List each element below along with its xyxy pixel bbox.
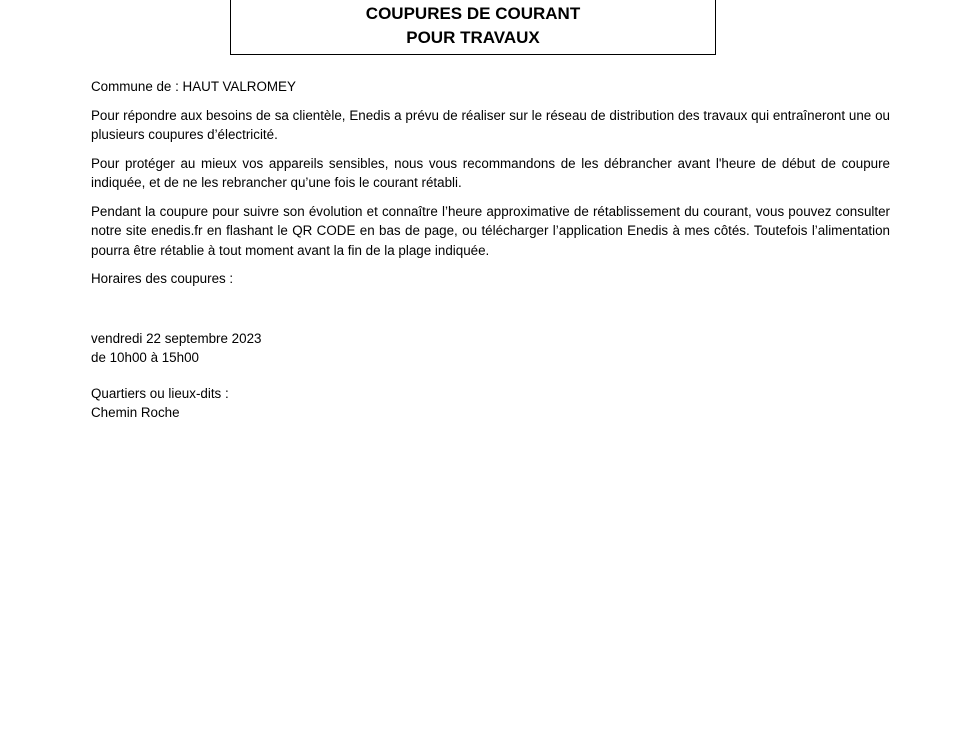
page-title: COUPURES DE COURANT — [365, 4, 581, 23]
outage-time-range: de 10h00 à 15h00 — [91, 350, 199, 365]
page-subtitle: POUR TRAVAUX — [406, 28, 540, 47]
locations-heading: Quartiers ou lieux-dits : — [91, 385, 229, 401]
advice-paragraph: Pour protéger au mieux vos appareils sensibles, nous vous recommandons de les débrancher avant l'heure de début de coupure indiquée, et de ne les rebrancher qu’une fois le courant rétabli. — [91, 155, 890, 190]
commune-line: Commune de : HAUT VALROMEY — [91, 79, 296, 94]
location-item: Chemin Roche — [91, 405, 180, 420]
tracking-paragraph: Pendant la coupure pour suivre son évolution et connaître l’heure approximative de rétablissement du courant, vous pouvez consulter notre site enedis.fr en flashant le QR CODE en bas de page, ou télécharger l’application Enedis à mes côtés. Toutefois l’alimentation pourra être rétablie à tout moment avant la fin de la plage indiquée. — [91, 203, 890, 258]
intro-paragraph: Pour répondre aux besoins de sa clientèle, Enedis a prévu de réaliser sur le réseau de distribution des travaux qui entraîneront une ou plusieurs coupures d’électricité. — [91, 107, 890, 142]
outage-date: vendredi 22 septembre 2023 — [91, 330, 262, 346]
schedule-heading: Horaires des coupures : — [91, 271, 234, 286]
title-box — [230, 0, 716, 55]
notice-content — [91, 77, 890, 423]
